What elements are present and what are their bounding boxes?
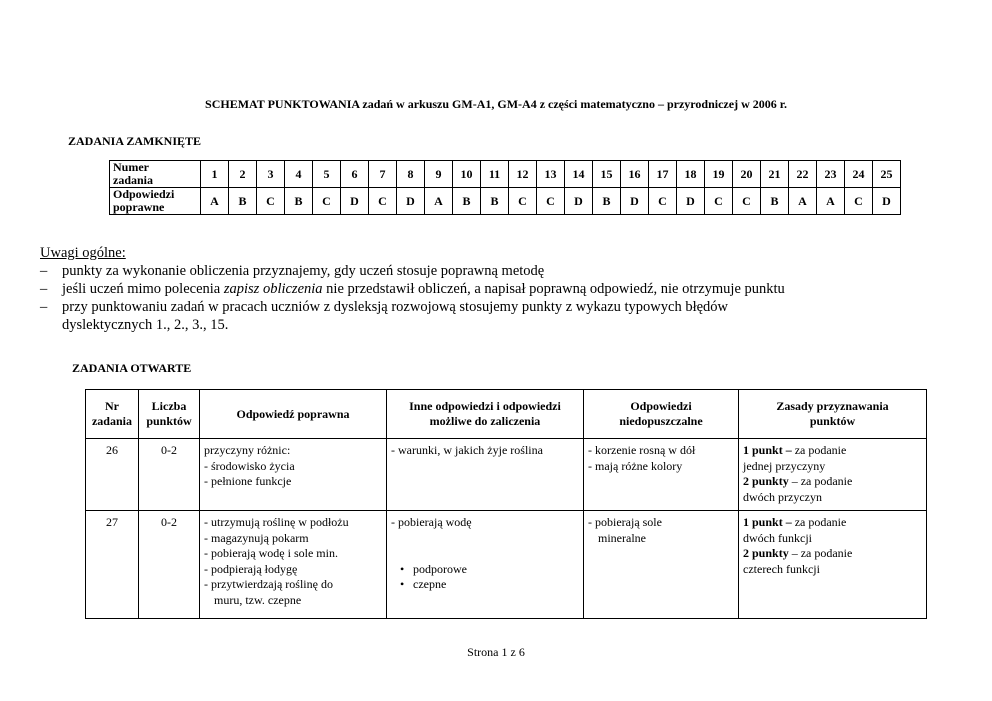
answer-cell: C bbox=[509, 188, 537, 215]
task-number: 6 bbox=[341, 161, 369, 188]
closed-answers-row bbox=[110, 188, 901, 215]
col-header-rules: Zasady przyznawania punktów bbox=[739, 390, 927, 439]
col-header-points: Liczba punktów bbox=[139, 390, 200, 439]
closed-tasks-heading: ZADANIA ZAMKNIĘTE bbox=[68, 134, 202, 148]
answer-cell: C bbox=[705, 188, 733, 215]
number-label: Numer zadania bbox=[110, 161, 201, 188]
general-notes bbox=[40, 244, 785, 334]
task-nr: 27 bbox=[86, 511, 139, 619]
col-header-other: Inne odpowiedzi i odpowiedzi możliwe do zaliczenia bbox=[387, 390, 584, 439]
task-number: 17 bbox=[649, 161, 677, 188]
task-number: 18 bbox=[677, 161, 705, 188]
scoring-rules: 1 punkt – za podanie jednej przyczyny 2 punkty – za podanie dwóch przyczyn bbox=[739, 439, 927, 511]
col-header-nr: Nr zadania bbox=[86, 390, 139, 439]
closed-numbers-row bbox=[110, 161, 901, 188]
task-number: 22 bbox=[789, 161, 817, 188]
answer-cell: A bbox=[789, 188, 817, 215]
scoring-rules: 1 punkt – za podanie dwóch funkcji 2 punkty – za podanie czterech funkcji bbox=[739, 511, 927, 619]
task-number: 23 bbox=[817, 161, 845, 188]
task-number: 21 bbox=[761, 161, 789, 188]
task-number: 5 bbox=[313, 161, 341, 188]
task-number: 15 bbox=[593, 161, 621, 188]
note-item-continuation: dyslektycznych 1., 2., 3., 15. bbox=[62, 317, 229, 333]
task-nr: 26 bbox=[86, 439, 139, 511]
answer-cell: D bbox=[677, 188, 705, 215]
answer-cell: D bbox=[873, 188, 901, 215]
answer-cell: C bbox=[537, 188, 565, 215]
unacceptable-answers: - pobierają sole mineralne bbox=[584, 511, 739, 619]
answer-cell: A bbox=[201, 188, 229, 215]
answer-cell: C bbox=[257, 188, 285, 215]
task-number: 3 bbox=[257, 161, 285, 188]
answer-cell: D bbox=[621, 188, 649, 215]
open-tasks-heading: ZADANIA OTWARTE bbox=[72, 361, 192, 375]
answer-cell: B bbox=[453, 188, 481, 215]
answer-cell: C bbox=[313, 188, 341, 215]
task-number: 11 bbox=[481, 161, 509, 188]
answer-cell: D bbox=[565, 188, 593, 215]
task-number: 12 bbox=[509, 161, 537, 188]
task-number: 25 bbox=[873, 161, 901, 188]
task-number: 24 bbox=[845, 161, 873, 188]
task-number: 19 bbox=[705, 161, 733, 188]
other-answers: - pobierają wodę • podporowe • czepne bbox=[387, 511, 584, 619]
table-row bbox=[86, 511, 927, 619]
page-title: SCHEMAT PUNKTOWANIA zadań w arkuszu GM-A1, GM-A4 z części matematyczno – przyrodniczej w 2006 r. bbox=[205, 97, 787, 111]
answer-cell: C bbox=[845, 188, 873, 215]
note-item: – punkty za wykonanie obliczenia przyznajemy, gdy uczeń stosuje poprawną metodę bbox=[40, 263, 545, 279]
answer-cell: C bbox=[733, 188, 761, 215]
task-number: 14 bbox=[565, 161, 593, 188]
table-row bbox=[86, 439, 927, 511]
col-header-unacceptable: Odpowiedzi niedopuszczalne bbox=[584, 390, 739, 439]
task-number: 2 bbox=[229, 161, 257, 188]
task-number: 9 bbox=[425, 161, 453, 188]
answer-cell: C bbox=[369, 188, 397, 215]
answer-cell: B bbox=[285, 188, 313, 215]
task-number: 20 bbox=[733, 161, 761, 188]
task-number: 1 bbox=[201, 161, 229, 188]
answer-cell: A bbox=[425, 188, 453, 215]
task-points: 0-2 bbox=[139, 439, 200, 511]
unacceptable-answers: - korzenie rosną w dół - mają różne kolory bbox=[584, 439, 739, 511]
answer-cell: A bbox=[817, 188, 845, 215]
note-item: – jeśli uczeń mimo polecenia zapisz obliczenia nie przedstawił obliczeń, a napisał poprawną odpowiedź, nie otrzymuje punktu bbox=[40, 281, 785, 297]
notes-heading: Uwagi ogólne: bbox=[40, 245, 126, 261]
answer-cell: B bbox=[761, 188, 789, 215]
closed-answers-table bbox=[109, 160, 901, 215]
answer-cell: C bbox=[649, 188, 677, 215]
correct-answer: - utrzymują roślinę w podłożu - magazynują pokarm - pobierają wodę i sole min. - podpierają łodygę - przytwierdzają roślinę do muru, tzw. czepne bbox=[200, 511, 387, 619]
task-number: 7 bbox=[369, 161, 397, 188]
answer-cell: D bbox=[341, 188, 369, 215]
answer-cell: B bbox=[229, 188, 257, 215]
task-number: 4 bbox=[285, 161, 313, 188]
task-number: 16 bbox=[621, 161, 649, 188]
task-number: 13 bbox=[537, 161, 565, 188]
task-points: 0-2 bbox=[139, 511, 200, 619]
page-number: Strona 1 z 6 bbox=[467, 645, 525, 659]
task-number: 8 bbox=[397, 161, 425, 188]
other-answers: - warunki, w jakich żyje roślina bbox=[387, 439, 584, 511]
task-number: 10 bbox=[453, 161, 481, 188]
open-tasks-table bbox=[85, 389, 927, 619]
answer-cell: B bbox=[593, 188, 621, 215]
col-header-correct: Odpowiedź poprawna bbox=[200, 390, 387, 439]
answers-label: Odpowiedzi poprawne bbox=[110, 188, 201, 215]
note-item: – przy punktowaniu zadań w pracach uczniów z dysleksją rozwojową stosujemy punkty z wykazu typowych błędów bbox=[40, 299, 729, 315]
correct-answer: przyczyny różnic: - środowisko życia - pełnione funkcje bbox=[200, 439, 387, 511]
answer-cell: B bbox=[481, 188, 509, 215]
open-header-row bbox=[86, 390, 927, 439]
answer-cell: D bbox=[397, 188, 425, 215]
